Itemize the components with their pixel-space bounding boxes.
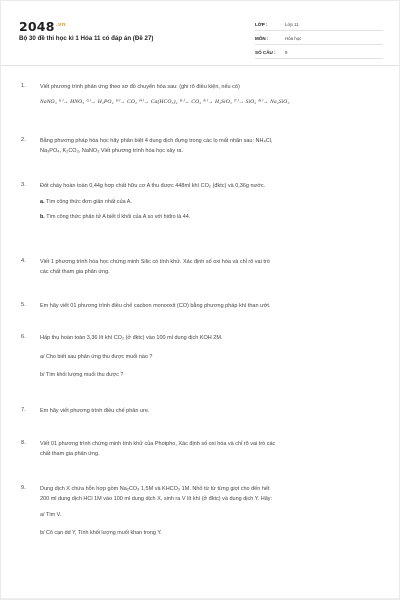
question-text: Em hãy viết 01 phương trình điều chế cacbon monooxit (CO) bằng phương pháp khí than ướt. <box>40 303 271 309</box>
question-number: 3. <box>21 182 26 188</box>
sub-question-b: b/ Tìm khối lượng muối thu được ? <box>40 372 124 378</box>
meta-key: LỚP : <box>255 22 268 27</box>
question-number: 2. <box>21 137 26 143</box>
sub-question-a: a/ Cho biết sau phản ứng thu được muối nào ? <box>40 353 153 360</box>
page-bottom-edge <box>1 598 399 599</box>
site-logo[interactable] <box>19 19 66 34</box>
question-text: Đốt cháy hoàn toàn 0,44g hợp chất hữu cơ A thu được 448ml khí CO₂ (đktc) và 0,36g nước. <box>40 183 266 189</box>
sub-question-a <box>40 198 382 208</box>
document-title: Bộ 30 đề thi học kì 1 Hóa 11 có đáp án (Đề 27) <box>19 35 154 42</box>
question-body <box>40 182 382 223</box>
question-text: Em hãy viết phương trình điều chế phân ure. <box>40 408 150 414</box>
question-body <box>40 334 382 381</box>
question-number: 1. <box>21 83 26 89</box>
question-number: 8. <box>21 440 26 446</box>
question-number: 7. <box>21 407 26 413</box>
question-body <box>40 258 382 277</box>
meta-row-class <box>255 19 383 31</box>
question-text: Viết phương trình phản ứng theo sơ đồ chuyển hóa sau: (ghi rõ điều kiện, nếu có) <box>40 84 240 90</box>
sub-question-b: b/ Cô cạn dd Y, Tính khối lượng muối khan trong Y. <box>40 529 162 536</box>
question-body <box>40 137 382 156</box>
header <box>1 1 399 65</box>
question-text-line: Viết 1 phương trình hóa học chứng minh Silic có tính khử. Xác định số oxi hóa và chỉ rõ vai trò <box>40 259 270 265</box>
header-divider <box>1 65 399 66</box>
meta-value: 9 <box>285 50 288 55</box>
logo-main: 2048 <box>19 19 55 34</box>
question-text-line: Bằng phương pháp hóa học hãy phân biệt 4 dung dịch đựng trong các lọ mất nhãn sau: NH₄Cl, <box>40 138 273 144</box>
question-number: 6. <box>21 334 26 340</box>
meta-info <box>255 19 383 61</box>
question-text-line: 200 ml dung dịch HCl 1M vào 100 ml dung dịch X, sinh ra V lít khí (ở đktc) và dung dịch Y. Hãy: <box>40 495 273 502</box>
sub-text: Tìm công thức đơn giản nhất của A. <box>44 198 132 205</box>
logo-sub: .vn <box>55 21 66 28</box>
meta-value: Hóa học <box>285 36 302 41</box>
reaction-chain: NaNO₃ ⁽¹⁾→ HNO₃ ⁽²⁾→ H₃PO₄ ⁽³⁾→ CO₂ ⁽⁴⁾→ Ca(HCO₃)₂ ⁽⁵⁾→ CO₂ ⁽⁶⁾→ H₂SiO₃ ⁽⁷⁾→ SiO₂ ⁽⁸⁾→ Na₂SiO₃ <box>40 98 290 105</box>
question-number: 9. <box>21 485 26 491</box>
question-text-line: Viết 01 phương trình chứng minh tính khử của Photpho, Xác định số oxi hóa và chỉ rõ vai trò các <box>40 441 276 447</box>
question-text-line: Na₃PO₄, K₂CO₃, NaNO₃ Viết phương trình hóa học xảy ra. <box>40 147 184 154</box>
sub-question-a: a/ Tìm V. <box>40 512 62 518</box>
question-text-line: các chất tham gia phản ứng. <box>40 268 110 275</box>
sub-label: a. <box>40 198 45 205</box>
sub-label: b. <box>40 214 45 220</box>
question-body <box>40 485 382 538</box>
meta-row-count <box>255 47 383 59</box>
meta-row-subject <box>255 33 383 45</box>
question-text-line: Dung dịch X chứa hỗn hợp gồm Na₂CO₃ 1,5M và KHCO₃ 1M. Nhỏ từ từ từng giọt cho đến hết <box>40 486 270 492</box>
sub-text: Tìm công thức phân tử A biết tỉ khối của A so với hiđro là 44. <box>44 214 191 220</box>
meta-key: MÔN : <box>255 36 269 41</box>
question-text: Hấp thụ hoàn toàn 3,36 lít khí CO₂ (ở đktc) vào 100 ml dung dịch KOH 2M. <box>40 335 223 341</box>
question-body <box>40 407 382 417</box>
question-number: 4. <box>21 258 26 264</box>
meta-value: Lớp 11 <box>285 22 299 27</box>
sub-question-b <box>40 213 382 223</box>
question-text-line: chất tham gia phản ứng. <box>40 450 100 457</box>
question-number: 5. <box>21 302 26 308</box>
question-body <box>40 83 382 107</box>
meta-key: SỐ CÂU : <box>255 50 276 55</box>
question-body <box>40 302 382 312</box>
question-body <box>40 440 382 459</box>
